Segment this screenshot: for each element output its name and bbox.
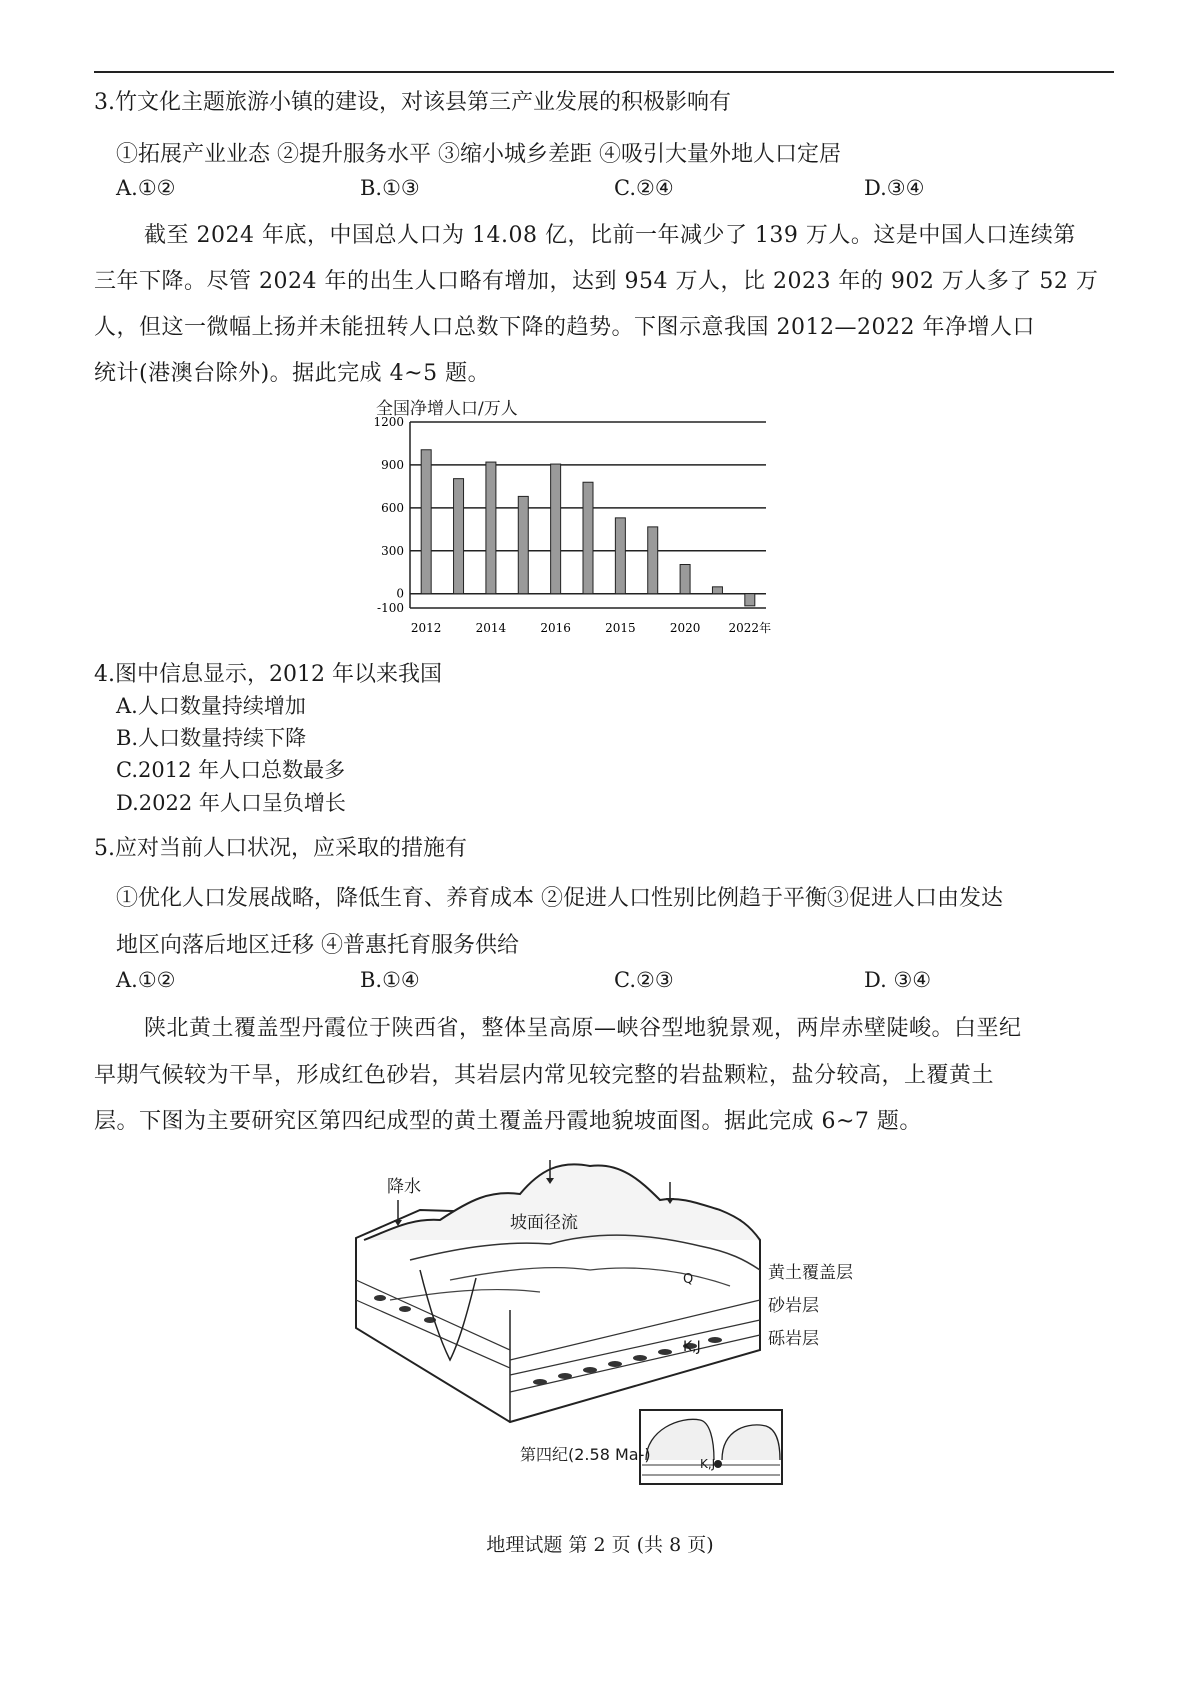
y-tick-label: 0 — [396, 586, 404, 601]
label-q: Q — [683, 1272, 694, 1287]
bar-2019 — [648, 527, 658, 594]
page-footer: 地理试题 第 2 页 (共 8 页) — [486, 1534, 714, 1556]
q3-option-a: A.①② — [116, 176, 176, 200]
x-tick-label: 2016 — [540, 621, 571, 635]
bar-2016 — [551, 464, 561, 594]
x-tick-label: 2012 — [410, 621, 442, 635]
bar-2020 — [680, 565, 690, 594]
label-kj: K,J — [683, 1339, 701, 1355]
passage1-line-2: 三年下降。尽管 2024 年的出生人口略有增加，达到 954 万人，比 2023 年的 902 万人多了 52 万 — [94, 269, 1099, 294]
label-sandstone-layer: 砂岩层 — [768, 1296, 819, 1316]
y-tick-label: 600 — [381, 500, 404, 515]
label-conglomerate-layer: 砾岩层 — [768, 1329, 819, 1349]
q5-stem: 5.应对当前人口状况，应采取的措施有 — [94, 836, 467, 861]
y-tick-label: 1200 — [373, 415, 404, 429]
population-chart — [368, 396, 848, 644]
passage1-line-1: 截至 2024 年底，中国总人口为 14.08 亿，比前一年减少了 139 万人。这是中国人口连续第 — [144, 223, 1076, 248]
q4-option-d: D.2022 年人口呈负增长 — [116, 791, 346, 815]
bar-2013 — [454, 479, 464, 594]
bar-2021 — [712, 587, 722, 594]
x-tick-label: 2015 — [605, 621, 636, 635]
q4-stem: 4.图中信息显示，2012 年以来我国 — [94, 662, 442, 687]
q5-option-a: A.①② — [116, 968, 176, 992]
label-quaternary: 第四纪(2.58 Ma-) — [520, 1445, 651, 1464]
passage2-line-3: 层。下图为主要研究区第四纪成型的黄土覆盖丹霞地貌坡面图。据此完成 6~7 题。 — [94, 1109, 922, 1134]
bar-2018 — [615, 518, 625, 594]
x-tick-label: 2022年 — [728, 621, 772, 635]
y-tick-label: 300 — [381, 543, 404, 558]
passage2-line-1: 陕北黄土覆盖型丹霞位于陕西省，整体呈高原—峡谷型地貌景观，两岸赤壁陡峻。白垩纪 — [144, 1016, 1022, 1041]
q5-option-c: C.②③ — [614, 968, 674, 992]
label-slope-runoff: 坡面径流 — [510, 1213, 578, 1233]
q4-option-c: C.2012 年人口总数最多 — [116, 758, 346, 782]
label-kj-inset: K,J — [700, 1457, 716, 1471]
label-loess-layer: 黄土覆盖层 — [768, 1263, 853, 1283]
q5-items-line-2: 地区向落后地区迁移 ④普惠托育服务供给 — [116, 933, 519, 958]
header-rule — [94, 71, 1114, 73]
bar-2014 — [486, 462, 496, 594]
q3-option-d: D.③④ — [864, 176, 925, 200]
q4-option-a: A.人口数量持续增加 — [116, 694, 306, 718]
q3-option-c: C.②④ — [614, 176, 674, 200]
label-rain: 降水 — [387, 1177, 421, 1197]
x-tick-label: 2020 — [669, 621, 701, 635]
q5-option-b: B.①④ — [360, 968, 420, 992]
y-tick-label: 900 — [381, 457, 404, 472]
q5-items-line-1: ①优化人口发展战略，降低生育、养育成本 ②促进人口性别比例趋于平衡③促进人口由发达 — [116, 886, 1003, 911]
q3-stem: 3.竹文化主题旅游小镇的建设，对该县第三产业发展的积极影响有 — [94, 90, 731, 115]
q5-option-d: D. ③④ — [864, 968, 932, 992]
bar-2017 — [583, 482, 593, 593]
x-tick-label: 2014 — [475, 621, 507, 635]
bar-2015 — [518, 496, 528, 593]
passage1-line-3: 人，但这一微幅上扬并未能扭转人口总数下降的趋势。下图示意我国 2012—2022 年净增人口 — [94, 315, 1035, 340]
bar-2022 — [745, 594, 755, 606]
q3-option-b: B.①③ — [360, 176, 420, 200]
chart-title: 全国净增人口/万人 — [376, 399, 518, 419]
passage2-line-2: 早期气候较为干旱，形成红色砂岩，其岩层内常见较完整的岩盐颗粒，盐分较高，上覆黄土 — [94, 1063, 995, 1088]
bar-2012 — [421, 450, 431, 594]
y-tick-label: -100 — [377, 601, 404, 615]
passage1-line-4: 统计(港澳台除外)。据此完成 4~5 题。 — [94, 361, 491, 386]
q3-items: ①拓展产业业态 ②提升服务水平 ③缩小城乡差距 ④吸引大量外地人口定居 — [116, 142, 841, 167]
q4-option-b: B.人口数量持续下降 — [116, 726, 307, 750]
